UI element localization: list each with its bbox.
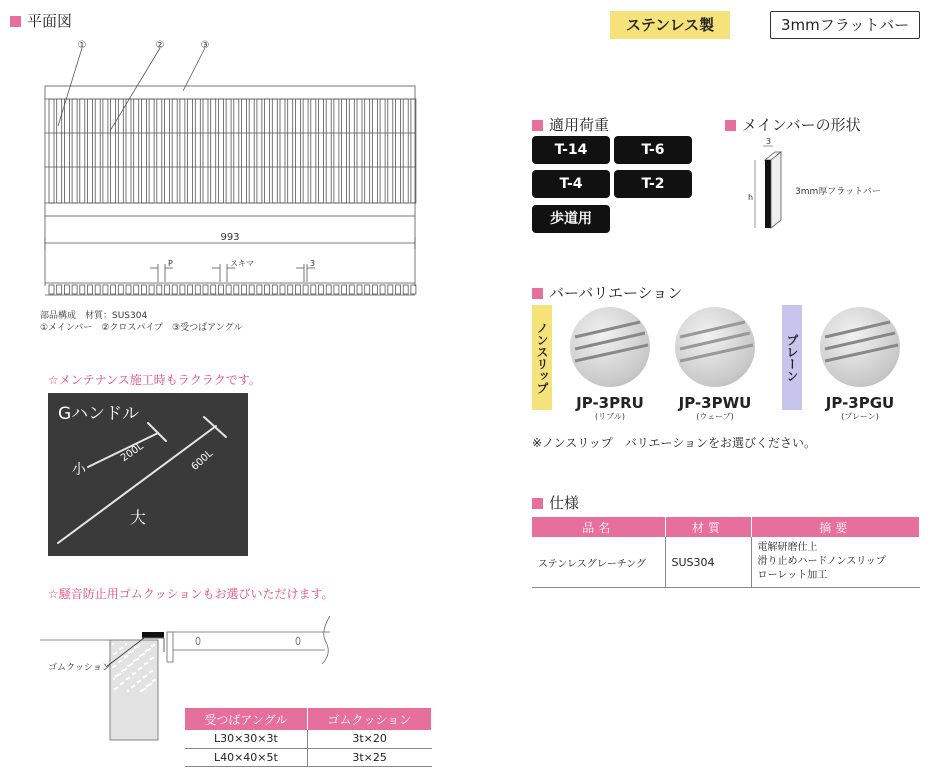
table-row: [185, 730, 432, 748]
cushion-note: ☆騒音防止用ゴムクッションもお選びいただけます。: [48, 587, 334, 601]
plan-heading: [10, 10, 72, 31]
angle-header: 受つばアングル: [185, 708, 307, 730]
small-handle-length: 200L: [119, 440, 146, 465]
square-bullet-icon: [532, 498, 543, 509]
large-handle-label: 大: [130, 508, 147, 527]
caption-line-2: ①メインバー ②クロスパイプ ③受つばアングル: [40, 323, 243, 333]
plan-drawing: [40, 36, 425, 298]
table-row: [185, 748, 432, 766]
dimension-total: 993: [220, 232, 240, 243]
dimension-gap: スキマ: [230, 259, 254, 268]
callout-2: ②: [155, 40, 165, 51]
product-image-jp3pru: [570, 307, 650, 387]
cushion-header: ゴムクッション: [307, 708, 431, 730]
square-bullet-icon: [532, 288, 543, 299]
spec-material: SUS304: [665, 537, 751, 588]
load-t4: T-4: [532, 170, 610, 198]
cushion-cell: 3t×25: [307, 748, 431, 766]
variation-note: ※ノンスリップ バリエーションをお選びください。: [532, 436, 817, 450]
concrete-block: [110, 640, 158, 740]
spec-header-notes: 摘要: [751, 517, 920, 537]
spec-notes: [751, 537, 920, 588]
load-heading: [532, 114, 609, 135]
mainbar-title: メインバーの形状: [742, 116, 861, 134]
table-row: [532, 537, 920, 588]
product-name-jp3pgu: JP-3PGU: [825, 394, 895, 412]
product-name-jp3pru: JP-3PRU: [576, 394, 644, 412]
product-sub-jp3pru: (リブル): [595, 412, 625, 421]
spec-product-name: ステンレスグレーチング: [532, 537, 665, 588]
cushion-label: ゴムクッション: [48, 663, 111, 673]
bar-type-badge: 3mmフラットバー: [770, 11, 920, 39]
spec-note: 電解研磨仕上: [757, 542, 818, 553]
load-t14: T-14: [532, 136, 610, 164]
load-t6: T-6: [614, 136, 692, 164]
product-image-jp3pwu: [675, 307, 755, 387]
plain-label: プレーン: [782, 305, 802, 410]
square-bullet-icon: [10, 16, 21, 27]
small-handle-label: 小: [72, 462, 86, 478]
dimension-thickness: 3: [310, 259, 316, 268]
plan-title: 平面図: [27, 12, 73, 30]
angle-table: [185, 708, 432, 767]
product-name-jp3pwu: JP-3PWU: [678, 394, 752, 412]
callout-1: ①: [77, 40, 87, 51]
load-sidewalk: 歩道用: [532, 205, 610, 233]
angle-cell: L40×40×5t: [185, 748, 307, 766]
mainbar-heading: [725, 114, 861, 135]
rubber-cushion: [142, 632, 164, 638]
product-sub-jp3pgu: (プレーン): [841, 412, 879, 421]
dimension-p: P: [168, 259, 173, 268]
photo-title: Gハンドル: [58, 404, 140, 424]
angle-cell: L30×30×3t: [185, 730, 307, 748]
spec-note: 滑り止めハードノンスリップ: [757, 556, 886, 567]
maintenance-note: ☆メンテナンス施工時もラクラクです。: [48, 373, 261, 387]
square-bullet-icon: [725, 120, 736, 131]
square-bullet-icon: [532, 120, 543, 131]
spec-note: ローレット加工: [757, 570, 828, 581]
nonslip-label: ノンスリップ: [532, 305, 552, 410]
variation-heading: [532, 282, 682, 303]
spec-header-name: 品名: [532, 517, 665, 537]
plan-caption: [40, 310, 242, 334]
large-handle-length: 600L: [189, 448, 216, 473]
material-badge: ステンレス製: [610, 11, 730, 39]
cushion-cell: 3t×20: [307, 730, 431, 748]
mainbar-height: h: [748, 193, 754, 202]
spec-header-material: 材質: [665, 517, 751, 537]
load-title: 適用荷重: [549, 116, 610, 134]
spec-heading: [532, 492, 579, 513]
mainbar-label: 3mm厚フラットバー: [795, 187, 881, 197]
spec-table: [532, 517, 920, 588]
g-handle-photo: [48, 393, 248, 556]
spec-title: 仕様: [549, 494, 580, 512]
product-sub-jp3pwu: (ウェーブ): [696, 412, 734, 421]
caption-line-1: 部品構成 材質：SUS304: [40, 311, 148, 321]
mainbar-thickness: 3: [766, 138, 772, 146]
load-t2: T-2: [614, 170, 692, 198]
variation-title: バーバリエーション: [549, 284, 683, 302]
product-image-jp3pgu: [820, 307, 900, 387]
callout-3: ③: [200, 40, 210, 51]
